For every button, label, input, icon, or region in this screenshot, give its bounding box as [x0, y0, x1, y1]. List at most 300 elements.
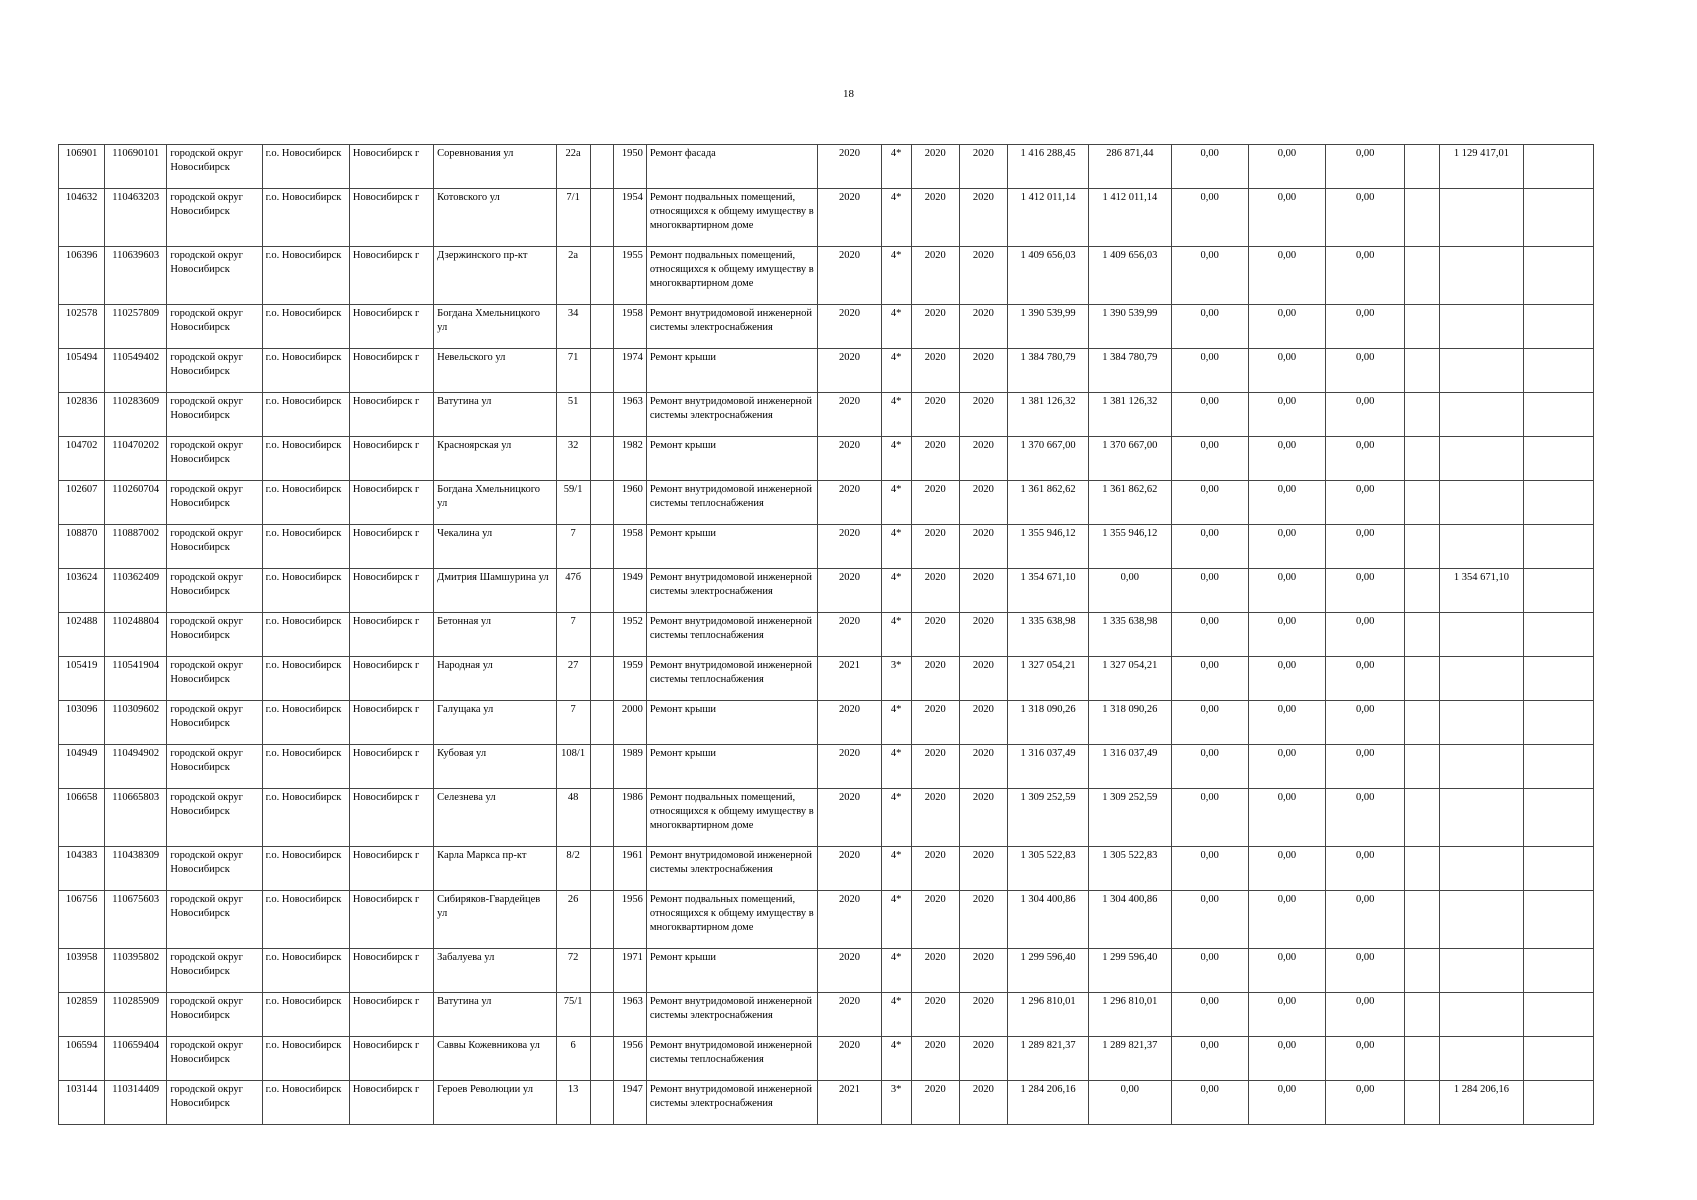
row-value-3-text: 0,00 — [1355, 192, 1375, 203]
row-empty-b — [1405, 789, 1440, 847]
row-total — [1007, 613, 1088, 657]
row-plan-year — [818, 481, 881, 525]
row-empty-a — [590, 613, 613, 657]
row-year-built — [613, 437, 646, 481]
row-year-built-text: 1949 — [621, 572, 643, 583]
row-id-text: 104632 — [65, 192, 98, 203]
row-category-text: 4* — [890, 996, 902, 1007]
row-value-2 — [1248, 145, 1325, 189]
row-city-text: Новосибирск г — [352, 792, 420, 803]
table-row — [59, 305, 1594, 349]
row-start-year — [911, 349, 959, 393]
row-year-built — [613, 393, 646, 437]
row-total-text: 1 327 054,21 — [1020, 660, 1076, 671]
row-plan-year-text: 2020 — [838, 528, 860, 539]
row-value-3 — [1326, 305, 1405, 349]
row-work — [646, 247, 818, 305]
row-work-text: Ремонт внутридомовой инженерной системы теплоснабжения — [649, 1040, 813, 1065]
row-category — [881, 891, 911, 949]
row-city — [349, 789, 433, 847]
row-work-text: Ремонт внутридомовой инженерной системы электроснабжения — [649, 1084, 813, 1109]
row-end-year-text: 2020 — [972, 748, 994, 759]
row-municipality — [262, 993, 349, 1037]
row-city-text: Новосибирск г — [352, 616, 420, 627]
table-row — [59, 1081, 1594, 1125]
row-street — [434, 569, 556, 613]
row-municipality-text: г.о. Новосибирск — [265, 528, 342, 539]
row-value-3 — [1326, 145, 1405, 189]
row-year-built — [613, 701, 646, 745]
row-extra-text: 1 129 417,01 — [1453, 148, 1510, 159]
row-extra — [1440, 393, 1523, 437]
row-fund-text: 1 335 638,98 — [1102, 616, 1158, 627]
row-value-3 — [1326, 745, 1405, 789]
row-district — [167, 949, 262, 993]
row-house-text: 47б — [565, 572, 582, 583]
row-empty-a — [590, 847, 613, 891]
row-municipality-text: г.о. Новосибирск — [265, 660, 342, 671]
row-start-year-text: 2020 — [924, 528, 946, 539]
row-extra — [1440, 481, 1523, 525]
row-fund-text: 1 318 090,26 — [1102, 704, 1158, 715]
row-value-1-text: 0,00 — [1200, 440, 1219, 451]
row-empty-c — [1523, 437, 1593, 481]
row-plan-year-text: 2020 — [838, 952, 860, 963]
row-district-text: городской округ Новосибирск — [170, 148, 243, 173]
row-city-text: Новосибирск г — [352, 528, 420, 539]
row-district — [167, 1081, 262, 1125]
row-city — [349, 145, 433, 189]
row-total-text: 1 361 862,62 — [1020, 484, 1076, 495]
row-street — [434, 349, 556, 393]
row-year-built — [613, 525, 646, 569]
row-house — [556, 701, 590, 745]
row-value-2-text: 0,00 — [1277, 308, 1297, 319]
row-house — [556, 993, 590, 1037]
row-end-year — [959, 481, 1007, 525]
row-total — [1007, 847, 1088, 891]
row-municipality — [262, 847, 349, 891]
row-city — [349, 657, 433, 701]
row-year-built — [613, 145, 646, 189]
row-value-3-text: 0,00 — [1355, 704, 1375, 715]
row-end-year-text: 2020 — [972, 192, 994, 203]
row-value-3-text: 0,00 — [1355, 996, 1375, 1007]
row-plan-year-text: 2020 — [838, 748, 860, 759]
row-id-text: 104949 — [65, 748, 98, 759]
row-id — [59, 349, 105, 393]
row-plan-year — [818, 437, 881, 481]
row-house-text: 7 — [570, 704, 576, 715]
row-house — [556, 847, 590, 891]
row-house — [556, 393, 590, 437]
row-total — [1007, 189, 1088, 247]
row-extra — [1440, 437, 1523, 481]
row-value-3-text: 0,00 — [1355, 528, 1375, 539]
row-value-1 — [1171, 247, 1248, 305]
row-house-text: 7 — [570, 616, 576, 627]
row-work — [646, 657, 818, 701]
row-extra — [1440, 305, 1523, 349]
row-value-1-text: 0,00 — [1200, 792, 1219, 803]
row-end-year-text: 2020 — [972, 528, 994, 539]
row-category-text: 4* — [890, 952, 902, 963]
row-municipality — [262, 745, 349, 789]
row-plan-year-text: 2020 — [838, 440, 860, 451]
row-empty-b — [1405, 613, 1440, 657]
row-work-text: Ремонт внутридомовой инженерной системы электроснабжения — [649, 996, 813, 1021]
row-street-text: Народная ул — [437, 660, 493, 671]
row-year-built — [613, 891, 646, 949]
row-value-3 — [1326, 891, 1405, 949]
row-code-text: 110285909 — [112, 996, 160, 1007]
row-id — [59, 847, 105, 891]
row-category-text: 4* — [890, 396, 902, 407]
row-city-text: Новосибирск г — [352, 1084, 420, 1095]
row-total — [1007, 145, 1088, 189]
row-value-2 — [1248, 657, 1325, 701]
row-city-text: Новосибирск г — [352, 660, 420, 671]
row-work — [646, 613, 818, 657]
row-start-year — [911, 745, 959, 789]
row-year-built-text: 1950 — [621, 148, 643, 159]
row-street-text: Кубовая ул — [437, 748, 487, 759]
row-end-year — [959, 189, 1007, 247]
row-work-text: Ремонт фасада — [649, 148, 716, 159]
row-value-2-text: 0,00 — [1277, 192, 1297, 203]
row-district — [167, 189, 262, 247]
row-plan-year-text: 2020 — [838, 572, 860, 583]
row-code — [105, 657, 167, 701]
row-extra — [1440, 189, 1523, 247]
row-work — [646, 393, 818, 437]
row-street — [434, 437, 556, 481]
row-year-built-text: 1955 — [621, 250, 643, 261]
table-row — [59, 847, 1594, 891]
row-city-text: Новосибирск г — [352, 192, 420, 203]
row-plan-year — [818, 701, 881, 745]
row-value-3-text: 0,00 — [1355, 894, 1375, 905]
row-year-built-text: 1958 — [621, 308, 643, 319]
row-end-year — [959, 349, 1007, 393]
row-house — [556, 891, 590, 949]
row-year-built — [613, 657, 646, 701]
row-value-2 — [1248, 393, 1325, 437]
row-value-3 — [1326, 993, 1405, 1037]
row-fund — [1089, 789, 1171, 847]
row-plan-year — [818, 891, 881, 949]
row-end-year-text: 2020 — [972, 660, 994, 671]
row-total — [1007, 1081, 1088, 1125]
row-id-text: 106901 — [65, 148, 98, 159]
row-district — [167, 789, 262, 847]
registry-table — [58, 144, 1594, 1125]
row-value-1-text: 0,00 — [1200, 528, 1219, 539]
row-plan-year-text: 2020 — [838, 704, 860, 715]
row-end-year-text: 2020 — [972, 396, 994, 407]
row-category — [881, 1081, 911, 1125]
row-fund — [1089, 393, 1171, 437]
row-empty-b — [1405, 657, 1440, 701]
row-total — [1007, 891, 1088, 949]
row-year-built-text: 1954 — [621, 192, 643, 203]
row-district-text: городской округ Новосибирск — [170, 792, 243, 817]
row-plan-year-text: 2020 — [838, 850, 860, 861]
row-category-text: 4* — [890, 192, 902, 203]
row-municipality — [262, 349, 349, 393]
row-code-text: 110395802 — [112, 952, 160, 963]
row-fund-text: 0,00 — [1120, 572, 1140, 583]
row-end-year-text: 2020 — [972, 308, 994, 319]
row-category — [881, 701, 911, 745]
row-plan-year — [818, 847, 881, 891]
row-year-built — [613, 847, 646, 891]
row-house-text: 13 — [567, 1084, 579, 1095]
row-street — [434, 613, 556, 657]
row-value-1-text: 0,00 — [1200, 616, 1219, 627]
row-id-text: 103624 — [65, 572, 98, 583]
row-year-built-text: 1982 — [621, 440, 643, 451]
row-municipality — [262, 525, 349, 569]
row-value-2-text: 0,00 — [1277, 996, 1297, 1007]
row-value-1 — [1171, 891, 1248, 949]
row-plan-year — [818, 745, 881, 789]
row-city — [349, 1081, 433, 1125]
row-end-year — [959, 949, 1007, 993]
row-total-text: 1 409 656,03 — [1020, 250, 1076, 261]
row-city-text: Новосибирск г — [352, 352, 420, 363]
row-code-text: 110675603 — [112, 894, 160, 905]
row-value-2-text: 0,00 — [1277, 572, 1297, 583]
row-year-built-text: 2000 — [621, 704, 643, 715]
row-street — [434, 993, 556, 1037]
row-street — [434, 847, 556, 891]
row-fund-text: 1 327 054,21 — [1102, 660, 1158, 671]
row-municipality-text: г.о. Новосибирск — [265, 850, 342, 861]
row-plan-year — [818, 657, 881, 701]
row-code — [105, 305, 167, 349]
row-plan-year-text: 2020 — [838, 352, 860, 363]
row-value-2-text: 0,00 — [1277, 850, 1297, 861]
row-start-year-text: 2020 — [924, 704, 946, 715]
table-row — [59, 437, 1594, 481]
row-category-text: 4* — [890, 148, 902, 159]
row-district-text: городской округ Новосибирск — [170, 996, 243, 1021]
row-plan-year — [818, 247, 881, 305]
row-house — [556, 569, 590, 613]
row-empty-c — [1523, 701, 1593, 745]
row-empty-a — [590, 657, 613, 701]
row-fund-text: 1 309 252,59 — [1102, 792, 1158, 803]
row-total-text: 1 355 946,12 — [1020, 528, 1076, 539]
row-value-1 — [1171, 525, 1248, 569]
row-start-year — [911, 437, 959, 481]
row-start-year-text: 2020 — [924, 1084, 946, 1095]
row-city-text: Новосибирск г — [352, 396, 420, 407]
row-value-2 — [1248, 569, 1325, 613]
row-value-2 — [1248, 437, 1325, 481]
row-end-year-text: 2020 — [972, 1040, 994, 1051]
row-category-text: 4* — [890, 308, 902, 319]
row-district — [167, 993, 262, 1037]
row-municipality-text: г.о. Новосибирск — [265, 148, 342, 159]
row-fund-text: 1 390 539,99 — [1102, 308, 1158, 319]
row-empty-a — [590, 145, 613, 189]
row-category — [881, 1037, 911, 1081]
row-id — [59, 745, 105, 789]
row-value-2 — [1248, 891, 1325, 949]
row-district — [167, 525, 262, 569]
row-empty-b — [1405, 949, 1440, 993]
row-id — [59, 657, 105, 701]
row-end-year — [959, 613, 1007, 657]
row-start-year-text: 2020 — [924, 250, 946, 261]
row-value-2-text: 0,00 — [1277, 250, 1297, 261]
row-work — [646, 789, 818, 847]
row-year-built-text: 1974 — [621, 352, 643, 363]
row-house — [556, 949, 590, 993]
row-fund-text: 1 355 946,12 — [1102, 528, 1158, 539]
row-plan-year — [818, 949, 881, 993]
row-municipality — [262, 481, 349, 525]
row-year-built — [613, 949, 646, 993]
row-code-text: 110639603 — [112, 250, 160, 261]
row-plan-year — [818, 1037, 881, 1081]
row-municipality — [262, 657, 349, 701]
row-start-year-text: 2020 — [924, 1040, 946, 1051]
row-work-text: Ремонт внутридомовой инженерной системы теплоснабжения — [649, 484, 813, 509]
row-municipality — [262, 1037, 349, 1081]
row-category — [881, 949, 911, 993]
row-district-text: городской округ Новосибирск — [170, 1084, 243, 1109]
row-code — [105, 789, 167, 847]
row-value-3-text: 0,00 — [1355, 572, 1375, 583]
row-code-text: 110659404 — [112, 1040, 160, 1051]
row-start-year-text: 2020 — [924, 748, 946, 759]
row-code — [105, 145, 167, 189]
row-extra — [1440, 349, 1523, 393]
row-value-2 — [1248, 745, 1325, 789]
row-value-1 — [1171, 613, 1248, 657]
row-work-text: Ремонт подвальных помещений, относящихся к общему имуществу в многоквартирном доме — [649, 792, 814, 831]
row-category — [881, 247, 911, 305]
row-city-text: Новосибирск г — [352, 440, 420, 451]
row-id-text: 106658 — [65, 792, 98, 803]
row-municipality — [262, 569, 349, 613]
table-row — [59, 145, 1594, 189]
row-start-year — [911, 657, 959, 701]
row-code — [105, 745, 167, 789]
row-id-text: 103144 — [65, 1084, 98, 1095]
row-empty-a — [590, 437, 613, 481]
row-year-built-text: 1971 — [621, 952, 643, 963]
row-value-3-text: 0,00 — [1355, 660, 1375, 671]
row-total — [1007, 569, 1088, 613]
row-street-text: Дзержинского пр-кт — [437, 250, 528, 261]
row-empty-c — [1523, 481, 1593, 525]
row-municipality-text: г.о. Новосибирск — [265, 440, 342, 451]
row-value-1-text: 0,00 — [1200, 952, 1219, 963]
row-district-text: городской округ Новосибирск — [170, 396, 243, 421]
row-total — [1007, 305, 1088, 349]
row-house-text: 8/2 — [566, 850, 580, 861]
row-category — [881, 481, 911, 525]
row-value-2 — [1248, 1081, 1325, 1125]
row-house-text: 6 — [570, 1040, 576, 1051]
table-row — [59, 993, 1594, 1037]
row-empty-a — [590, 189, 613, 247]
row-fund-text: 1 409 656,03 — [1102, 250, 1158, 261]
row-extra — [1440, 847, 1523, 891]
row-year-built-text: 1956 — [621, 894, 643, 905]
row-municipality — [262, 247, 349, 305]
row-start-year-text: 2020 — [924, 192, 946, 203]
row-code — [105, 1037, 167, 1081]
row-street-text: Селезнева ул — [437, 792, 496, 803]
row-value-3-text: 0,00 — [1355, 440, 1375, 451]
row-district-text: городской округ Новосибирск — [170, 440, 243, 465]
row-value-3 — [1326, 569, 1405, 613]
row-id-text: 106396 — [65, 250, 98, 261]
row-code — [105, 847, 167, 891]
row-id — [59, 437, 105, 481]
row-house — [556, 745, 590, 789]
row-work — [646, 847, 818, 891]
row-value-1 — [1171, 993, 1248, 1037]
row-end-year-text: 2020 — [972, 1084, 994, 1095]
row-id — [59, 247, 105, 305]
row-fund — [1089, 1037, 1171, 1081]
row-id-text: 102488 — [65, 616, 98, 627]
table-row — [59, 657, 1594, 701]
row-city-text: Новосибирск г — [352, 308, 420, 319]
row-city-text: Новосибирск г — [352, 952, 420, 963]
row-city-text: Новосибирск г — [352, 894, 420, 905]
row-code-text: 110690101 — [112, 148, 160, 159]
row-start-year — [911, 891, 959, 949]
row-total-text: 1 296 810,01 — [1020, 996, 1076, 1007]
row-code — [105, 525, 167, 569]
row-district-text: городской округ Новосибирск — [170, 192, 243, 217]
row-fund — [1089, 613, 1171, 657]
row-code-text: 110283609 — [112, 396, 160, 407]
row-value-2-text: 0,00 — [1277, 748, 1297, 759]
row-fund-text: 1 299 596,40 — [1102, 952, 1158, 963]
row-code-text: 110260704 — [112, 484, 160, 495]
row-id — [59, 393, 105, 437]
row-work-text: Ремонт крыши — [649, 352, 717, 363]
row-year-built — [613, 993, 646, 1037]
row-category-text: 4* — [890, 704, 902, 715]
row-municipality — [262, 891, 349, 949]
row-empty-c — [1523, 189, 1593, 247]
row-empty-c — [1523, 789, 1593, 847]
row-fund — [1089, 525, 1171, 569]
row-plan-year — [818, 189, 881, 247]
row-municipality-text: г.о. Новосибирск — [265, 308, 342, 319]
row-plan-year — [818, 1081, 881, 1125]
row-city-text: Новосибирск г — [352, 148, 420, 159]
row-total — [1007, 525, 1088, 569]
row-year-built — [613, 305, 646, 349]
row-empty-b — [1405, 745, 1440, 789]
row-plan-year-text: 2020 — [838, 792, 860, 803]
row-category — [881, 349, 911, 393]
row-empty-c — [1523, 993, 1593, 1037]
row-end-year — [959, 1081, 1007, 1125]
row-value-1-text: 0,00 — [1200, 572, 1219, 583]
row-year-built-text: 1960 — [621, 484, 643, 495]
